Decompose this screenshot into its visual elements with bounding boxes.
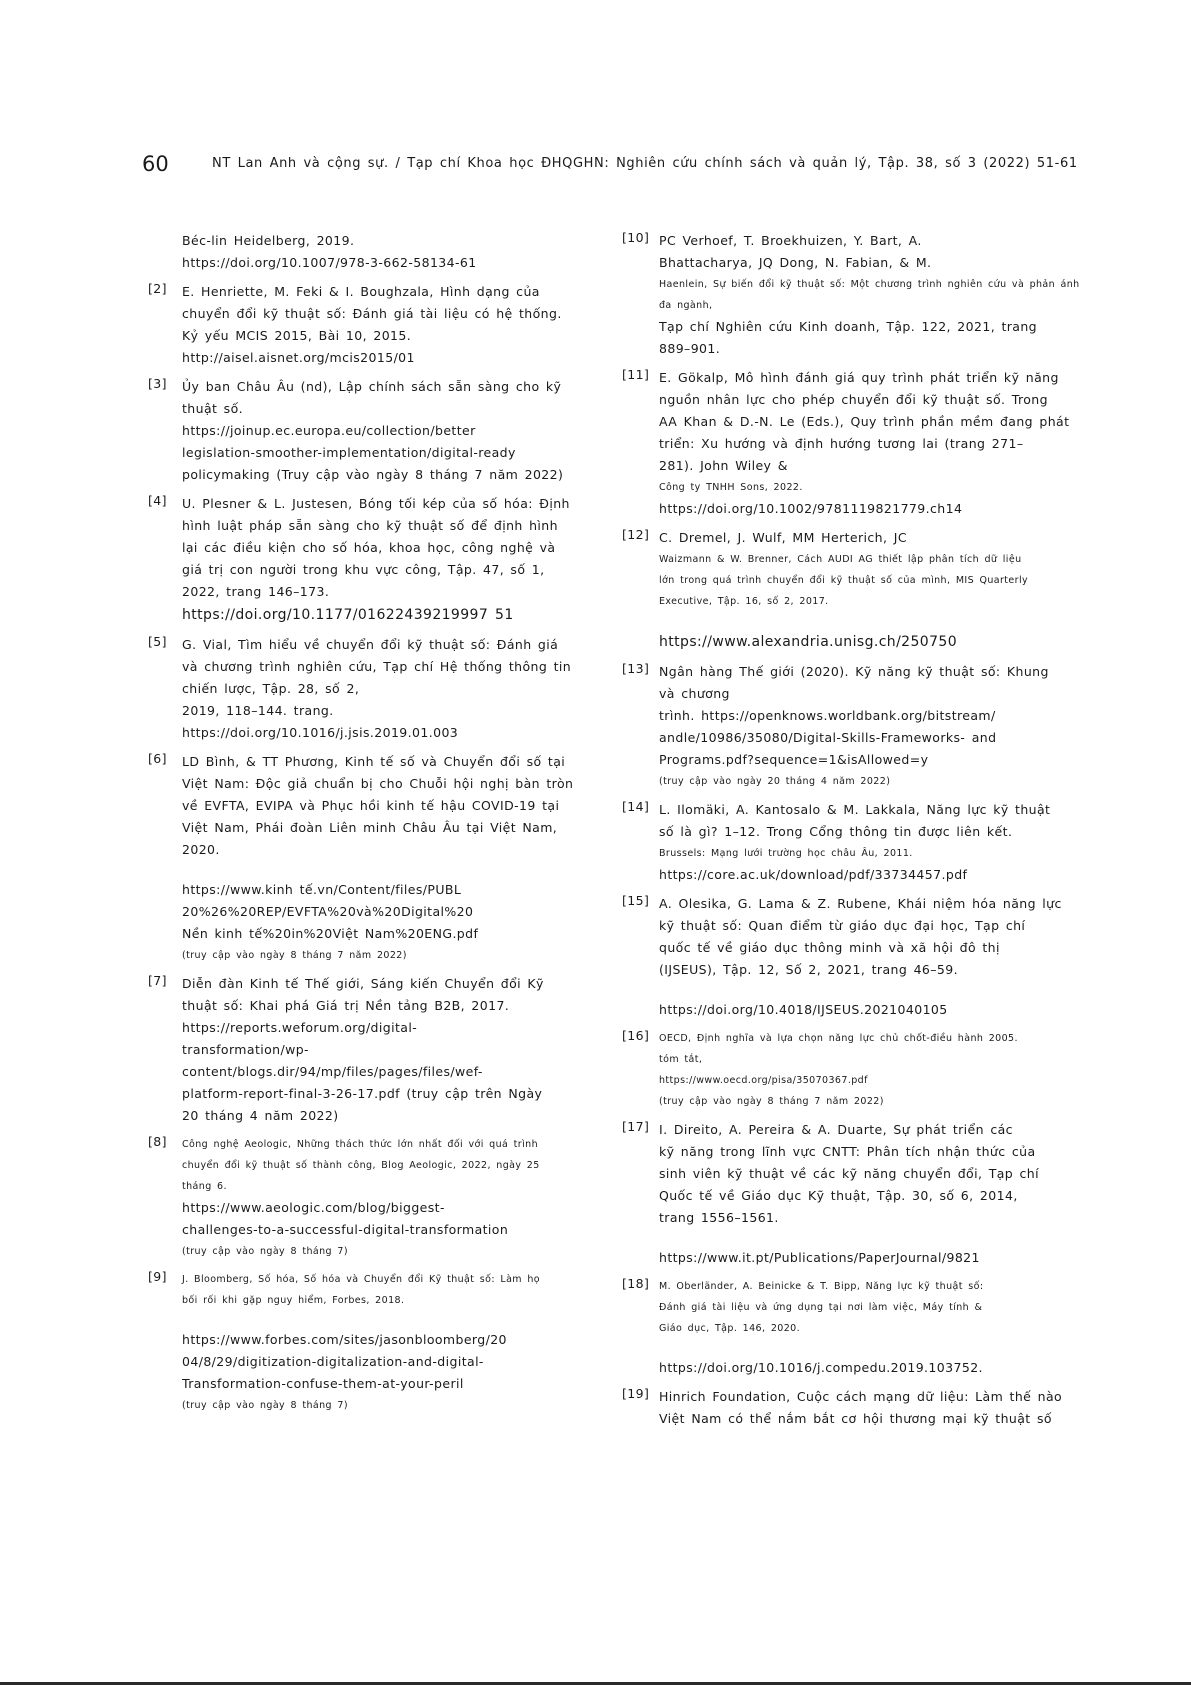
reference-item [148, 281, 608, 369]
reference-line: https://www.aeologic.com/blog/biggest- [182, 1200, 445, 1215]
reference-line: Haenlein, Sự biến đổi kỹ thuật số: Một chương trình nghiên cứu và phản ánh [659, 279, 1080, 290]
reference-number: [4] [148, 493, 167, 508]
reference-number: [9] [148, 1269, 167, 1284]
reference-line: I. Direito, A. Pereira & A. Duarte, Sự phát triển các [659, 1122, 1013, 1137]
reference-line: và chương [659, 686, 730, 701]
reference-line: lại các điều kiện cho số hóa, khoa học, công nghệ và [182, 540, 556, 555]
reference-line: L. Ilomäki, A. Kantosalo & M. Lakkala, Năng lực kỹ thuật [659, 802, 1051, 817]
reference-line: trình. https://openknows.worldbank.org/bitstream/ [659, 708, 996, 723]
reference-line: 2019, 118–144. trang. [182, 703, 334, 718]
reference-line: J. Bloomberg, Số hóa, Số hóa và Chuyển đổi Kỹ thuật số: Làm họ [182, 1274, 541, 1285]
reference-line: hình luật pháp sẵn sàng cho kỹ thuật số để định hình [182, 518, 558, 533]
reference-line: https://www.kinh tế.vn/Content/files/PUBL [182, 882, 462, 897]
reference-line: Việt Nam có thể nắm bắt cơ hội thương mại kỹ thuật số [659, 1411, 1052, 1426]
reference-item [622, 1028, 1087, 1112]
reference-number: [17] [622, 1119, 650, 1134]
reference-number: [7] [148, 973, 167, 988]
reference-line: Việt Nam: Độc giả chuẩn bị cho Chuỗi hội nghị bàn tròn [182, 776, 574, 791]
reference-item [622, 799, 1087, 886]
reference-line: Béc-lin Heidelberg, 2019. [182, 233, 355, 248]
reference-line: chiến lược, Tập. 28, số 2, [182, 681, 360, 696]
reference-line: legislation-smoother-implementation/digital-ready [182, 445, 516, 460]
reference-line: https://doi.org/10.1016/j.jsis.2019.01.003 [182, 725, 459, 740]
reference-line: Executive, Tập. 16, số 2, 2017. [659, 596, 829, 607]
reference-line: challenges-to-a-successful-digital-transformation [182, 1222, 509, 1237]
reference-item [622, 893, 1087, 1021]
reference-line: https://www.it.pt/Publications/PaperJournal/9821 [659, 1250, 980, 1265]
reference-line: 889–901. [659, 341, 721, 356]
reference-line: Ủy ban Châu Âu (nd), Lập chính sách sẵn sàng cho kỹ [182, 379, 562, 394]
reference-line: https://doi.org/10.4018/IJSEUS.2021040105 [659, 1002, 948, 1017]
reference-line: Kỷ yếu MCIS 2015, Bài 10, 2015. [182, 328, 412, 343]
reference-line: chuyển đổi kỹ thuật số: Đánh giá tài liệu có hệ thống. [182, 306, 562, 321]
reference-line: Tạp chí Nghiên cứu Kinh doanh, Tập. 122, 2021, trang [659, 319, 1038, 334]
reference-line: C. Dremel, J. Wulf, MM Herterich, JC [659, 530, 907, 545]
reference-line: https://joinup.ec.europa.eu/collection/better [182, 423, 476, 438]
reference-line: và chương trình nghiên cứu, Tạp chí Hệ thống thông tin [182, 659, 572, 674]
reference-line: trang 1556–1561. [659, 1210, 779, 1225]
reference-line: platform-report-final-3-26-17.pdf (truy cập trên Ngày [182, 1086, 543, 1101]
reference-line: 281). John Wiley & [659, 458, 788, 473]
reference-line: lớn trong quá trình chuyển đổi kỹ thuật số của mình, MIS Quarterly [659, 575, 1029, 586]
reference-line: (truy cập vào ngày 8 tháng 7) [182, 1246, 348, 1257]
running-header: NT Lan Anh và cộng sự. / Tạp chí Khoa học ĐHQGHN: Nghiên cứu chính sách và quản lý, Tập. 38, số 3 (2022) 51-61 [212, 156, 1078, 171]
reference-line: (truy cập vào ngày 20 tháng 4 năm 2022) [659, 776, 891, 787]
reference-line: http://aisel.aisnet.org/mcis2015/01 [182, 350, 415, 365]
reference-line: giá trị con người trong khu vực công, Tập. 47, số 1, [182, 562, 545, 577]
reference-line: về EVFTA, EVIPA và Phục hồi kinh tế hậu COVID-19 tại [182, 798, 560, 813]
reference-line: https://core.ac.uk/download/pdf/33734457.pdf [659, 867, 968, 882]
reference-item [148, 1269, 608, 1416]
page-number: 60 [142, 152, 169, 176]
reference-number: [11] [622, 367, 650, 382]
reference-item [622, 1386, 1087, 1430]
reference-line: (truy cập vào ngày 8 tháng 7) [182, 1400, 348, 1411]
reference-line: PC Verhoef, T. Broekhuizen, Y. Bart, A. [659, 233, 922, 248]
reference-line: thuật số: Khai phá Giá trị Nền tảng B2B, 2017. [182, 998, 510, 1013]
reference-line: số là gì? 1–12. Trong Cổng thông tin được liên kết. [659, 824, 1013, 839]
reference-line: LD Bình, & TT Phương, Kinh tế số và Chuyển đổi số tại [182, 754, 566, 769]
reference-item [622, 367, 1087, 520]
reference-line: U. Plesner & L. Justesen, Bóng tối kép của số hóa: Định [182, 496, 570, 511]
reference-number: [12] [622, 527, 650, 542]
reference-item [622, 230, 1087, 360]
reference-line: thuật số. [182, 401, 244, 416]
reference-line: (IJSEUS), Tập. 12, Số 2, 2021, trang 46–59. [659, 962, 958, 977]
reference-line: content/blogs.dir/94/mp/files/pages/files/wef- [182, 1064, 483, 1079]
reference-number: [19] [622, 1386, 650, 1401]
reference-line: tháng 6. [182, 1181, 227, 1192]
reference-line: Waizmann & W. Brenner, Cách AUDI AG thiết lập phân tích dữ liệu [659, 554, 1022, 565]
reference-number: [10] [622, 230, 650, 245]
reference-line: 2020. [182, 842, 220, 857]
reference-line: Transformation-confuse-them-at-your-peril [182, 1376, 464, 1391]
reference-line: M. Oberländer, A. Beinicke & T. Bipp, Năng lực kỹ thuật số: [659, 1281, 984, 1292]
reference-line: tóm tắt, [659, 1054, 703, 1065]
reference-line: 2022, trang 146–173. [182, 584, 330, 599]
reference-line: (truy cập vào ngày 8 tháng 7 năm 2022) [659, 1096, 884, 1107]
reference-line: nguồn nhân lực cho phép chuyển đổi kỹ thuật số. Trong [659, 392, 1048, 407]
reference-line: Đánh giá tài liệu và ứng dụng tại nơi làm việc, Máy tính & [659, 1302, 983, 1313]
reference-item [148, 973, 608, 1127]
reference-line: (truy cập vào ngày 8 tháng 7 năm 2022) [182, 950, 407, 961]
references-right-column [622, 230, 1087, 1437]
reference-number: [14] [622, 799, 650, 814]
reference-line: https://www.oecd.org/pisa/35070367.pdf [659, 1075, 868, 1086]
reference-line: chuyển đổi kỹ thuật số thành công, Blog Aeologic, 2022, ngày 25 [182, 1160, 540, 1171]
reference-line: Công ty TNHH Sons, 2022. [659, 482, 803, 493]
reference-line: quốc tế về giáo dục thông minh và xã hội đô thị [659, 940, 1000, 955]
reference-item [622, 527, 1087, 654]
reference-line: E. Henriette, M. Feki & I. Boughzala, Hình dạng của [182, 284, 540, 299]
reference-number: [13] [622, 661, 650, 676]
reference-line: Việt Nam, Phái đoàn Liên minh Châu Âu tại Việt Nam, [182, 820, 558, 835]
reference-line: Programs.pdf?sequence=1&isAllowed=y [659, 752, 929, 767]
reference-item [148, 376, 608, 486]
reference-line: Brussels: Mạng lưới trường học châu Âu, 2011. [659, 848, 913, 859]
reference-line: Bhattacharya, JQ Dong, N. Fabian, & M. [659, 255, 932, 270]
reference-item [148, 1134, 608, 1262]
reference-line: kỹ năng trong lĩnh vực CNTT: Phân tích nhận thức của [659, 1144, 1036, 1159]
reference-line: https://reports.weforum.org/digital- [182, 1020, 418, 1035]
reference-line: G. Vial, Tìm hiểu về chuyển đổi kỹ thuật số: Đánh giá [182, 637, 559, 652]
reference-line: https://doi.org/10.1177/01622439219997 51 [182, 607, 514, 623]
reference-number: [8] [148, 1134, 167, 1149]
reference-item [622, 661, 1087, 792]
reference-line: 20 tháng 4 năm 2022) [182, 1108, 339, 1123]
reference-line: triển: Xu hướng và định hướng tương lai (trang 271– [659, 436, 1024, 451]
reference-line: transformation/wp- [182, 1042, 309, 1057]
reference-line: https://doi.org/10.1016/j.compedu.2019.103752. [659, 1360, 983, 1375]
reference-line: Quốc tế về Giáo dục Kỹ thuật, Tập. 30, số 6, 2014, [659, 1188, 1018, 1203]
reference-item [148, 751, 608, 966]
reference-line: https://doi.org/10.1002/9781119821779.ch14 [659, 501, 963, 516]
reference-item [622, 1119, 1087, 1269]
reference-number: [18] [622, 1276, 650, 1291]
reference-line: policymaking (Truy cập vào ngày 8 tháng 7 năm 2022) [182, 467, 564, 482]
reference-line: kỹ thuật số: Quan điểm từ giáo dục đại học, Tạp chí [659, 918, 1026, 933]
reference-line: andle/10986/35080/Digital-Skills-Frameworks- and [659, 730, 997, 745]
reference-number: [3] [148, 376, 167, 391]
reference-line: 20%26%20REP/EVFTA%20và%20Digital%20 [182, 904, 474, 919]
reference-number: [2] [148, 281, 167, 296]
reference-line: OECD, Định nghĩa và lựa chọn năng lực chủ chốt-điều hành 2005. [659, 1033, 1018, 1044]
reference-line: https://www.forbes.com/sites/jasonbloomberg/20 [182, 1332, 507, 1347]
reference-number: [5] [148, 634, 167, 649]
reference-item [148, 493, 608, 627]
reference-item [622, 1276, 1087, 1379]
reference-line: E. Gökalp, Mô hình đánh giá quy trình phát triển kỹ năng [659, 370, 1059, 385]
reference-line: AA Khan & D.-N. Le (Eds.), Quy trình phần mềm đang phát [659, 414, 1070, 429]
reference-number: [16] [622, 1028, 650, 1043]
reference-number: [15] [622, 893, 650, 908]
reference-line: sinh viên kỹ thuật về các kỹ năng chuyển đổi, Tạp chí [659, 1166, 1039, 1181]
reference-line: Diễn đàn Kinh tế Thế giới, Sáng kiến Chuyển đổi Kỹ [182, 976, 544, 991]
reference-line: https://doi.org/10.1007/978-3-662-58134-61 [182, 255, 477, 270]
reference-number: [6] [148, 751, 167, 766]
reference-line: Hinrich Foundation, Cuộc cách mạng dữ liệu: Làm thế nào [659, 1389, 1063, 1404]
reference-line: đa ngành, [659, 300, 713, 311]
reference-line: 04/8/29/digitization-digitalization-and-digital- [182, 1354, 484, 1369]
reference-line: Nền kinh tế%20in%20Việt Nam%20ENG.pdf [182, 926, 479, 941]
reference-line: Công nghệ Aeologic, Những thách thức lớn nhất đối với quá trình [182, 1139, 538, 1150]
reference-line: https://www.alexandria.unisg.ch/250750 [659, 634, 958, 650]
reference-line: Giáo dục, Tập. 146, 2020. [659, 1323, 801, 1334]
reference-item [148, 634, 608, 744]
reference-line: bối rối khi gặp nguy hiểm, Forbes, 2018. [182, 1295, 405, 1306]
reference-line: A. Olesika, G. Lama & Z. Rubene, Khái niệm hóa năng lực [659, 896, 1062, 911]
reference-line: Ngân hàng Thế giới (2020). Kỹ năng kỹ thuật số: Khung [659, 664, 1049, 679]
references-left-column [148, 230, 608, 1423]
reference-item [148, 230, 608, 274]
